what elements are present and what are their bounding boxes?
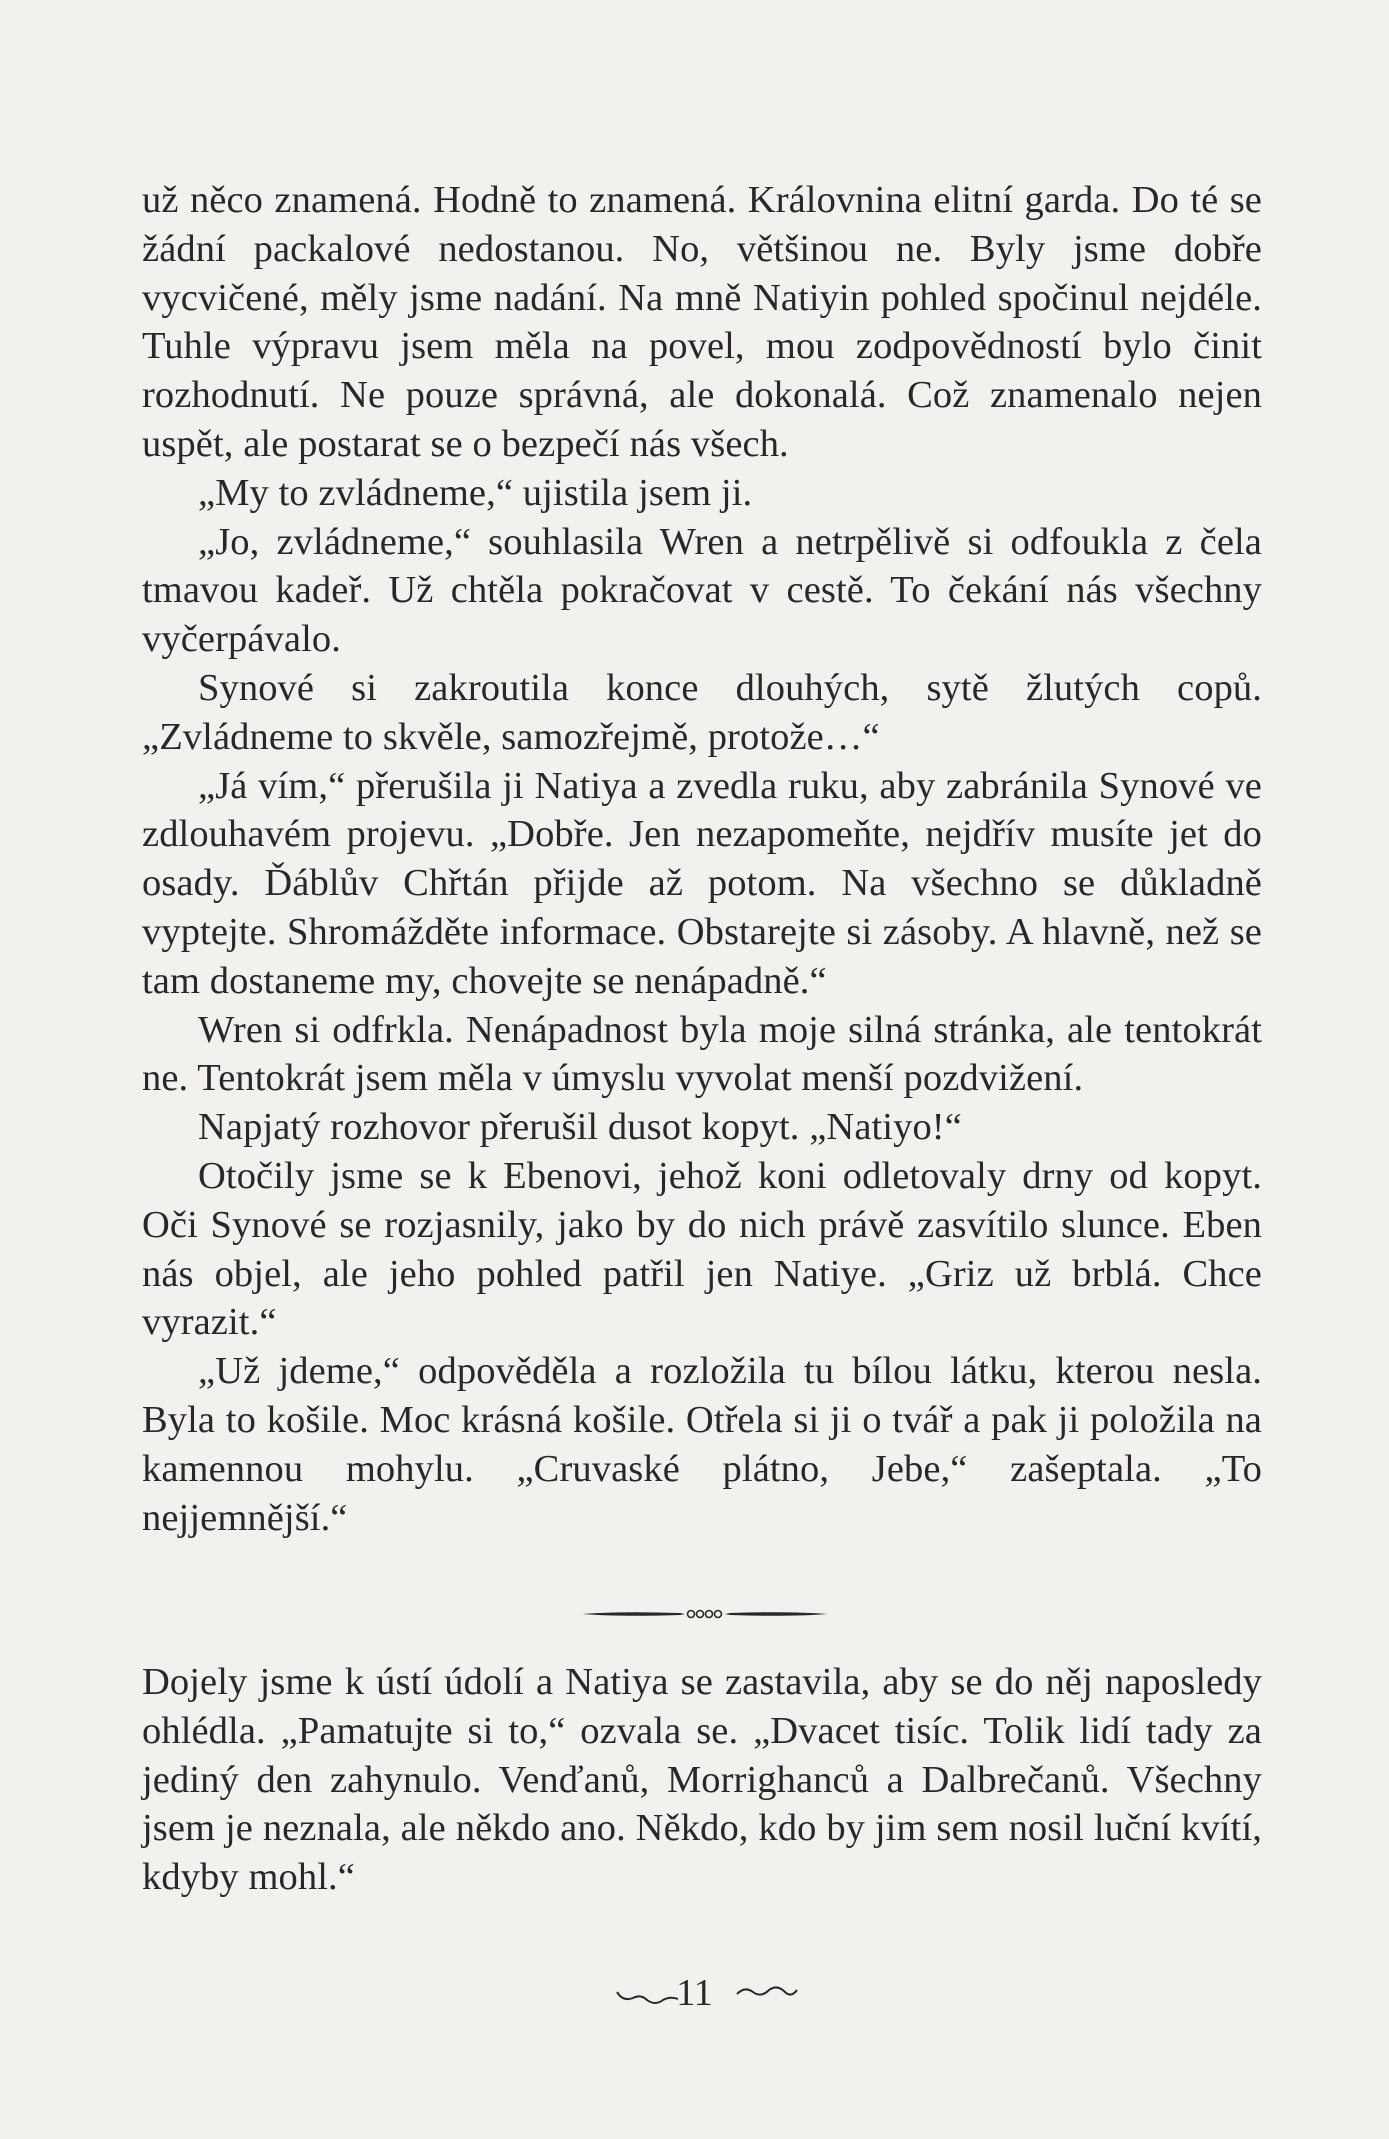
paragraph: Otočily jsme se k Ebenovi, jehož koni odletovaly drny od kopyt. Oči Synové se rozjasnily, jako by do nich právě zasvítilo slunce. Eben nás objel, ale jeho pohled patřil jen Natiye. „Griz už brblá. Chce vyrazit.“ — [142, 1154, 1262, 1344]
section-two — [142, 1658, 1262, 1902]
page-number: 11 — [676, 1972, 713, 2014]
paragraph: Napjatý rozhovor přerušil dusot kopyt. „Natiyo!“ — [198, 1106, 962, 1149]
section-break-ornament — [580, 1603, 830, 1625]
paragraph: Dojely jsme k ústí údolí a Natiya se zastavila, aby se do něj naposledy ohlédla. „Pamatujte si to,“ ozvala se. „Dvacet tisíc. Tolik lidí tady za jediný den zahynulo. Venďanů, Morrighanců a Dalbrečanů. Všechny jsem je neznala, ale někdo ano. Někdo, kdo by jim sem nosil luční kvítí, kdyby mohl.“ — [142, 1661, 1262, 1899]
paragraph: už něco znamená. Hodně to znamená. Královnina elitní garda. Do té se žádní packalové nedostanou. No, většinou ne. Byly jsme dobře vycvičené, měly jsme nadání. Na mně Natiyin pohled spočinul nejdéle. Tuhle výpravu jsem měla na povel, mou zodpovědností bylo činit rozhodnutí. Ne pouze správná, ale dokonalá. Což znamenalo nejen uspět, ale postarat se o bezpečí nás všech. — [142, 179, 1262, 465]
page-footer — [0, 1968, 1389, 2018]
paragraph: Synové si zakroutila konce dlouhých, sytě žlutých copů. „Zvládneme to skvěle, samozřejmě, protože…“ — [142, 666, 1262, 758]
swash-right-icon — [735, 1980, 800, 2002]
section-one — [142, 176, 1262, 1542]
paragraph: „Jo, zvládneme,“ souhlasila Wren a netrpělivě si odfoukla z čela tmavou kadeř. Už chtěla pokračovat v cestě. To čekání nás všechny vyčerpávalo. — [142, 520, 1262, 661]
paragraph: „Už jdeme,“ odpověděla a rozložila tu bílou látku, kterou nesla. Byla to košile. Moc krásná košile. Otřela si ji o tvář a pak ji položila na kamennou mohylu. „Cruvaské plátno, Jebe,“ zašeptala. „To nejjemnější.“ — [142, 1350, 1262, 1539]
paragraph: „My to zvládneme,“ ujistila jsem ji. — [198, 471, 753, 514]
paragraph: Wren si odfrkla. Nenápadnost byla moje silná stránka, ale tentokrát ne. Tentokrát jsem měla v úmyslu vyvolat menší pozdvižení. — [142, 1008, 1262, 1100]
paragraph: „Já vím,“ přerušila ji Natiya a zvedla ruku, aby zabránila Synové ve zdlouhavém projevu. „Dobře. Jen nezapomeňte, nejdřív musíte jet do osady. Ďáblův Chřtán přijde až potom. Na všechno se důkladně vyptejte. Shromážděte informace. Obstarejte si zásoby. A hlavně, než se tam dostaneme my, chovejte se nenápadně.“ — [142, 764, 1262, 1002]
